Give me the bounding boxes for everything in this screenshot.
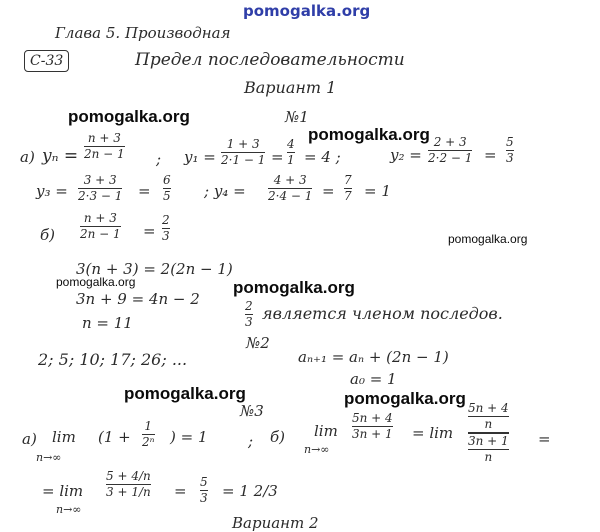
y1-fraction <box>221 138 265 167</box>
numerator: 4 + 3 <box>273 173 307 187</box>
watermark: pomogalka.org <box>448 232 528 246</box>
c-fraction <box>106 470 151 499</box>
limit-equals: = lim <box>42 482 84 500</box>
equation-line: n = 11 <box>82 314 133 332</box>
y4-lhs: ; y₄ = <box>204 182 246 200</box>
problem-number: №2 <box>246 334 270 352</box>
denominator: 2n − 1 <box>84 147 125 162</box>
c-result-fraction <box>200 476 208 505</box>
topic-title: Предел последовательности <box>135 50 405 70</box>
equals: = <box>538 430 551 448</box>
denominator: 3 <box>506 151 514 166</box>
numerator: 7 <box>344 173 352 187</box>
next-variant-title: Вариант 2 <box>232 514 319 532</box>
y2-lhs: y₂ = <box>390 146 422 164</box>
denominator: 2ⁿ <box>142 435 155 450</box>
numerator: 3n + 1 <box>468 433 509 448</box>
numerator: 3 + 3 <box>83 173 117 187</box>
limit-subscript: n→∞ <box>304 443 330 456</box>
chapter-title: Глава 5. Производная <box>55 24 231 42</box>
watermark: pomogalka.org <box>68 107 190 126</box>
y3-fraction <box>78 174 122 203</box>
sequence: 2; 5; 10; 17; 26; ... <box>38 350 188 369</box>
yn-fraction <box>84 132 125 161</box>
numerator: n + 3 <box>87 131 121 145</box>
equals: = <box>322 182 335 200</box>
equation-line: 3n + 9 = 4n − 2 <box>76 290 200 308</box>
equation-line: 3(n + 3) = 2(2n − 1) <box>76 260 233 278</box>
numerator: 2 <box>245 299 253 313</box>
equals: = <box>174 482 187 500</box>
mixed-result: = 1 2/3 <box>222 482 278 500</box>
denominator: 2·3 − 1 <box>78 189 123 204</box>
b-denominator-fraction <box>468 435 509 464</box>
denominator: 2·1 − 1 <box>221 153 266 168</box>
y1-simplified <box>287 138 295 167</box>
problem-number: №3 <box>240 402 264 420</box>
b-fraction <box>80 212 121 241</box>
limit-subscript: n→∞ <box>56 503 82 516</box>
numerator: 5n + 4 <box>468 401 509 415</box>
watermark: pomogalka.org <box>56 275 136 289</box>
limit-operator: lim <box>52 428 76 446</box>
limit-equals: = lim <box>412 424 454 442</box>
exercise-code: С-33 <box>24 50 69 72</box>
watermark: pomogalka.org <box>344 389 466 408</box>
variant-title: Вариант 1 <box>244 78 337 97</box>
conclusion-fraction <box>245 300 253 329</box>
denominator: 3 + 1/n <box>106 485 151 500</box>
problem-number: №1 <box>285 108 309 126</box>
denominator: 3 <box>200 491 208 506</box>
numerator: 1 <box>144 419 153 433</box>
denominator: 2·2 − 1 <box>428 151 473 166</box>
denominator: 1 <box>287 153 295 168</box>
y1-result: = 4 ; <box>304 148 341 166</box>
y3-simplified <box>163 174 171 203</box>
limit-subscript: n→∞ <box>36 451 62 464</box>
limit-operator: lim <box>314 422 338 440</box>
numerator: 5 <box>200 475 208 489</box>
numerator: 6 <box>163 173 171 187</box>
part-label: а) <box>20 148 35 166</box>
y1-lhs: y₁ = <box>184 148 216 166</box>
denominator: 2n − 1 <box>80 227 121 242</box>
denominator: n <box>484 417 493 432</box>
numerator: 5 + 4/n <box>106 469 151 483</box>
numerator: 4 <box>287 137 295 151</box>
numerator: 1 + 3 <box>226 137 260 151</box>
denominator: 7 <box>344 189 352 204</box>
watermark-top[interactable]: pomogalka.org <box>243 2 371 20</box>
conclusion-text: является членом последов. <box>262 304 503 323</box>
watermark: pomogalka.org <box>233 278 355 297</box>
initial-term: a₀ = 1 <box>350 370 397 388</box>
denominator: 3n + 1 <box>352 427 393 442</box>
y2-simplified <box>506 136 514 165</box>
part-label: б) <box>40 226 56 244</box>
denominator: 5 <box>163 189 171 204</box>
numerator: 5 <box>506 135 514 149</box>
watermark: pomogalka.org <box>124 384 246 403</box>
part-label: б) <box>270 428 286 446</box>
limit-expression-close: ) = 1 <box>170 428 208 446</box>
denominator: 3 <box>162 229 170 244</box>
numerator: 5n + 4 <box>352 411 393 425</box>
part-label: а) <box>22 430 37 448</box>
equals: = <box>143 222 156 240</box>
numerator: 2 + 3 <box>433 135 467 149</box>
b-numerator-fraction <box>468 402 509 431</box>
limit-expression-open: (1 + <box>98 428 131 446</box>
denominator: 3 <box>245 315 253 330</box>
y2-fraction <box>428 136 472 165</box>
separator: ; <box>156 150 162 168</box>
a-fraction <box>142 420 155 449</box>
numerator: 2 <box>162 213 170 227</box>
yn-lhs: yₙ = <box>42 146 79 166</box>
denominator: 2·4 − 1 <box>268 189 313 204</box>
recurrence: aₙ₊₁ = aₙ + (2n − 1) <box>298 348 449 366</box>
b-divided-fraction <box>468 402 509 464</box>
y4-simplified <box>344 174 352 203</box>
separator: ; <box>248 432 254 450</box>
y3-lhs: y₃ = <box>36 182 68 200</box>
denominator: n <box>484 450 493 465</box>
equals: = <box>271 148 284 166</box>
b-target-fraction <box>162 214 170 243</box>
equals: = <box>138 182 151 200</box>
y4-fraction <box>268 174 312 203</box>
watermark: pomogalka.org <box>308 125 430 144</box>
y4-result: = 1 <box>364 182 391 200</box>
numerator: n + 3 <box>83 211 117 225</box>
b-fraction <box>352 412 393 441</box>
equals: = <box>484 146 497 164</box>
